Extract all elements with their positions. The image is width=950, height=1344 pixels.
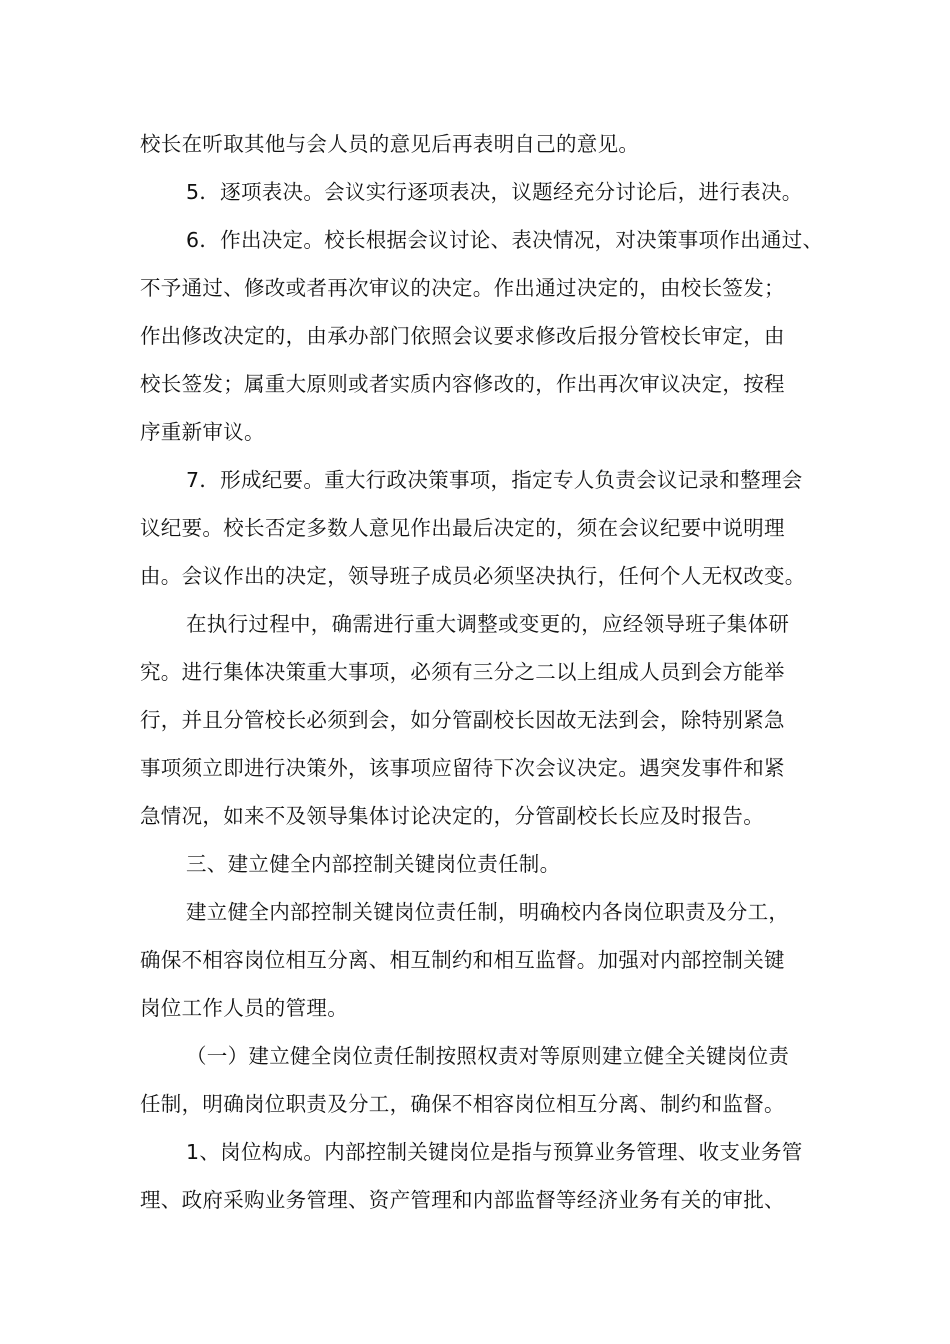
text-line: 校长在听取其他与会人员的意见后再表明自己的意见。 (140, 132, 640, 156)
text-line: 校长签发；属重大原则或者实质内容修改的，作出再次审议决定，按程 (140, 372, 785, 396)
text-line: 序重新审议。 (140, 420, 265, 444)
text-line: 作出修改决定的，由承办部门依照会议要求修改后报分管校长审定，由 (140, 324, 785, 348)
text-line: 理、政府采购业务管理、资产管理和内部监督等经济业务有关的审批、 (140, 1188, 785, 1212)
text-line: 5．逐项表决。会议实行逐项表决，议题经充分讨论后，进行表决。 (186, 180, 803, 204)
text-line: 7．形成纪要。重大行政决策事项，指定专人负责会议记录和整理会 (186, 468, 803, 492)
text-line: 6．作出决定。校长根据会议讨论、表决情况，对决策事项作出通过、 (186, 228, 824, 252)
text-line: 在执行过程中，确需进行重大调整或变更的，应经领导班子集体研 (186, 612, 790, 636)
text-line: 岗位工作人员的管理。 (140, 996, 348, 1020)
text-line: 事项须立即进行决策外，该事项应留待下次会议决定。遇突发事件和紧 (140, 756, 785, 780)
text-line: 建立健全内部控制关键岗位责任制，明确校内各岗位职责及分工， (186, 900, 790, 924)
text-line: 究。进行集体决策重大事项，必须有三分之二以上组成人员到会方能举 (140, 660, 785, 684)
text-line: 急情况，如来不及领导集体讨论决定的，分管副校长长应及时报告。 (140, 804, 764, 828)
text-line: 行，并且分管校长必须到会，如分管副校长因故无法到会，除特别紧急 (140, 708, 785, 732)
section-heading: 三、建立健全内部控制关键岗位责任制。 (186, 852, 561, 876)
text-line: （一）建立健全岗位责任制按照权责对等原则建立健全关键岗位责 (186, 1044, 790, 1068)
text-line: 任制，明确岗位职责及分工，确保不相容岗位相互分离、制约和监督。 (140, 1092, 785, 1116)
text-line: 由。会议作出的决定，领导班子成员必须坚决执行，任何个人无权改变。 (140, 564, 806, 588)
text-line: 不予通过、修改或者再次审议的决定。作出通过决定的，由校长签发； (140, 276, 785, 300)
text-line: 确保不相容岗位相互分离、相互制约和相互监督。加强对内部控制关键 (140, 948, 785, 972)
text-line: 议纪要。校长否定多数人意见作出最后决定的，须在会议纪要中说明理 (140, 516, 785, 540)
text-line: 1、岗位构成。内部控制关键岗位是指与预算业务管理、收支业务管 (186, 1140, 803, 1164)
